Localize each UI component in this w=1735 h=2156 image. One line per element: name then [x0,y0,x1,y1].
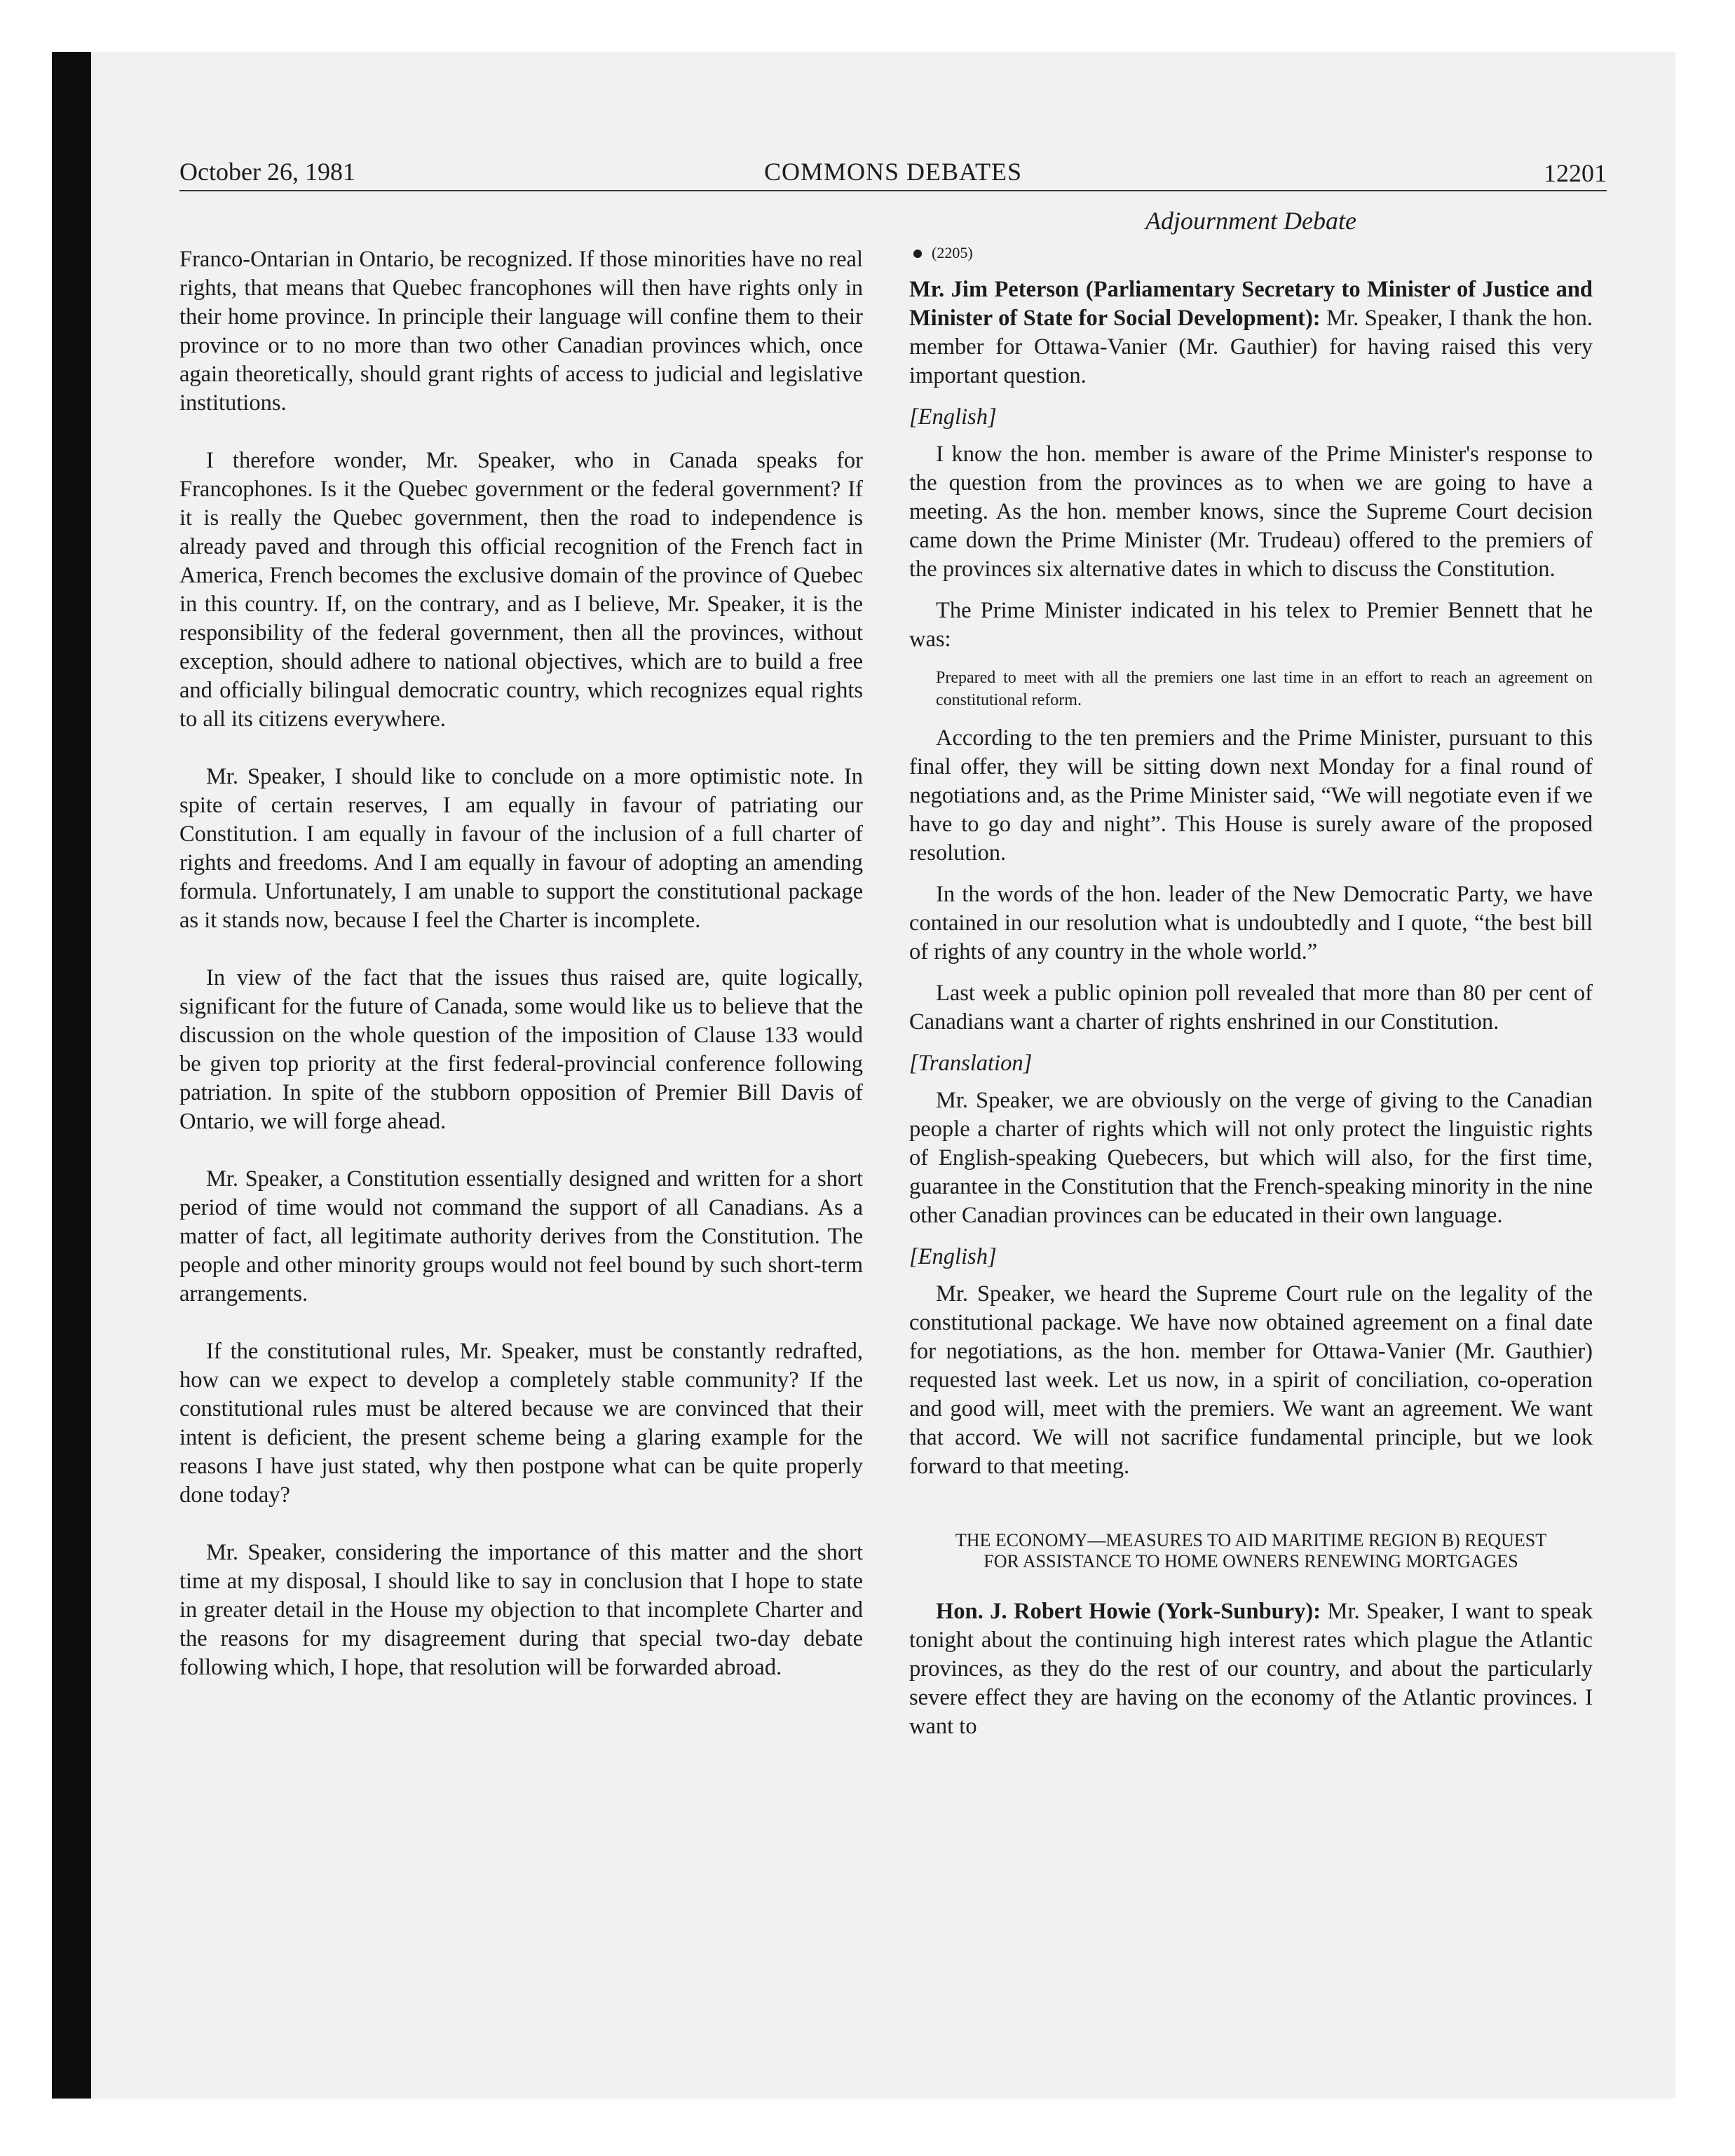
paragraph: The Prime Minister indicated in his telex to Premier Bennett that he was: [909,598,1593,652]
bullet-icon [913,250,922,258]
speech-text: Mr. Speaker, I thank the hon. member for Ottawa-Vanier (Mr. Gauthier) for having raised this very important question. [909,306,1593,388]
header-date: October 26, 1981 [179,158,355,186]
paragraph: If the constitutional rules, Mr. Speaker, must be constantly redrafted, how can we expect to develop a completely stable community? If the constitutional rules must be altered because we are convinced that their intent is deficient, the present scheme being a glaring example for the reasons I have just stated, why then postpone what can be quite properly done today? [179,1339,863,1508]
paragraph: Mr. Speaker, a Constitution essentially designed and written for a short period of time would not command the support of all Canadians. As a matter of fact, all legitimate authority derives from the Constitution. The people and other minority groups would not feel bound by such short-term arrangements. [179,1166,863,1306]
paragraph: Franco-Ontarian in Ontario, be recognized. If those minorities have no real rights, that means that Quebec francophones will then have rights only in their home province. In principle their language will confine them to their province or to no more than two other Canadian provinces which, once again theoretically, should grant rights of access to judicial and legislative institutions. [179,247,863,416]
time-stamp-text: (2205) [932,244,973,261]
paragraph: In view of the fact that the issues thus raised are, quite logically, significant for the future of Canada, some would like us to believe that the discussion on the whole question of the imposition of Clause 133 would be given top priority at the first federal-provincial conference following patriation. In spite of the stubborn opposition of Premier Bill Davis of Ontario, we will forge ahead. [179,965,863,1134]
language-tag: [English] [909,1244,997,1269]
left-column [179,245,863,1711]
paragraph: Mr. Speaker, we are obviously on the verge of giving to the Canadian people a charter of rights which will not only protect the linguistic rights of English-speaking Quebecers, but which will also, for the first time, guarantee in the Constitution that the French-speaking minority in the nine other Canadian provinces can be educated in their own language. [909,1088,1593,1228]
paragraph: I know the hon. member is aware of the Prime Minister's response to the question from the provinces as to when we are going to have a meeting. As the hon. member knows, since the Supreme Court decision came down the Prime Minister (Mr. Trudeau) offered to the premiers of the provinces six alternative dates in which to discuss the Constitution. [909,442,1593,582]
hansard-page [179,158,1607,2071]
paragraph: Last week a public opinion poll revealed that more than 80 per cent of Canadians want a charter of rights enshrined in our Constitution. [909,981,1593,1035]
running-header [179,158,1607,191]
paragraph: Mr. Speaker, we heard the Supreme Court rule on the legality of the constitutional package. We have now obtained agreement on a final date for negotiations, as the hon. member for Ottawa-Vanier (Mr. Gauthier) requested last week. Let us now, in a spirit of conciliation, co-operation and good will, meet with the premiers. We want an agreement. We want that accord. We will not sacrifice fundamental principle, but we look forward to that meeting. [909,1281,1593,1479]
time-stamp [909,243,1593,263]
paragraph: I therefore wonder, Mr. Speaker, who in Canada speaks for Francophones. Is it the Quebec government or the federal government? If it is really the Quebec government, then the road to independence is already paved and through this official recognition of the French fact in America, French becomes the exclusive domain of the province of Quebec in this country. If, on the contrary, and as I believe, Mr. Speaker, it is the responsibility of the federal government, then all the provinces, without exception, should adhere to national objectives, which are to build a free and officially bilingual democratic country, which recognizes equal rights to all its citizens everywhere. [179,448,863,732]
paragraph: Mr. Speaker, considering the importance of this matter and the short time at my disposal, I should like to say in conclusion that I hope to state in greater detail in the House my objection to that incomplete Charter and the reasons for my disagreement during that special two-day debate following which, I hope, that resolution will be forwarded abroad. [179,1540,863,1680]
page-number: 12201 [1544,159,1607,187]
subject-heading: THE ECONOMY—MEASURES TO AID MARITIME REGION B) REQUEST FOR ASSISTANCE TO HOME OWNERS RENEWING MORTGAGES [955,1530,1547,1571]
speech-text: Mr. Speaker, I want to speak tonight about the continuing high interest rates which plague the Atlantic provinces, as they do the rest of our country, and about the particularly severe effect they are having on the economy of the Atlantic provinces. I want to [909,1599,1593,1739]
paragraph: According to the ten premiers and the Prime Minister, pursuant to this final offer, they will be sitting down next Monday for a final round of negotiations and, as the Prime Minister said, “We will negotiate even if we have to go day and night”. This House is surely aware of the proposed resolution. [909,725,1593,866]
speaker-name: Hon. J. Robert Howie (York-Sunbury): [936,1599,1321,1624]
language-tag: [Translation] [909,1051,1033,1076]
section-heading: Adjournment Debate [1145,207,1356,235]
speech-paragraph [909,275,1593,390]
block-quote: Prepared to meet with all the premiers one last time in an effort to reach an agreement on constitutional reform. [936,669,1593,709]
speaker-name: Mr. Jim Peterson (Parliamentary Secretary to Minister of Justice and Minister of State for Social Development): [909,277,1593,331]
scan-edge-bar [52,52,91,2099]
header-title: COMMONS DEBATES [763,158,1023,186]
language-tag: [English] [909,404,997,430]
right-column [909,207,1593,1754]
paragraph: Mr. Speaker, I should like to conclude on a more optimistic note. In spite of certain reserves, I am equally in favour of patriating our Constitution. I am equally in favour of the inclusion of a full charter of rights and freedoms. And I am equally in favour of adopting an amending formula. Unfortunately, I am unable to support the constitutional package as it stands now, because I feel the Charter is incomplete. [179,764,863,933]
paragraph: In the words of the hon. leader of the New Democratic Party, we have contained in our resolution what is undoubtedly and I quote, “the best bill of rights of any country in the whole world.” [909,882,1593,964]
speech-paragraph [909,1597,1593,1741]
